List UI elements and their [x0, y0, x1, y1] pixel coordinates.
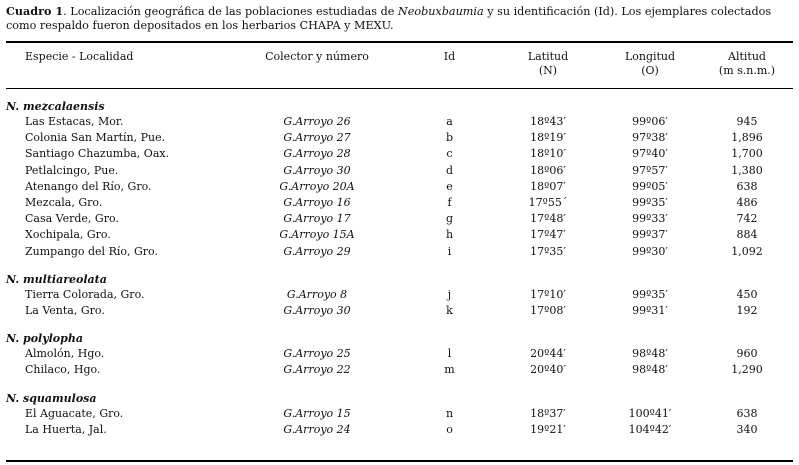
table-row: [6, 362, 793, 378]
longitude-cell: 99º05′: [632, 179, 668, 193]
latitude-cell: 18º43′: [530, 115, 566, 128]
locality-cell: Chilaco, Hgo.: [25, 363, 101, 377]
collector-cell: G.Arroyo 30: [283, 304, 351, 318]
latitude-cell: 18º19′: [530, 131, 566, 145]
table-row: [6, 422, 793, 438]
table-row: [6, 303, 793, 319]
id-cell: l: [447, 347, 452, 361]
collector-cell: G.Arroyo 8: [286, 287, 348, 301]
id-cell: k: [446, 304, 453, 318]
collector-cell: G.Arroyo 16: [283, 196, 351, 210]
id-cell: f: [447, 196, 452, 210]
species-name: N. polylopha: [6, 332, 83, 346]
caption-text-1: . Localización geográfica de las poblaciones estudiadas de: [63, 5, 398, 18]
caption-label: Cuadro 1: [6, 4, 64, 18]
locality-cell: Colonia San Martín, Pue.: [25, 131, 166, 145]
locality-cell: Santiago Chazumba, Oax.: [25, 147, 170, 161]
id-cell: o: [446, 422, 453, 436]
latitude-cell: 18º07′: [530, 179, 566, 193]
latitude-cell: 17º10′: [530, 287, 566, 301]
locality-cell: Mezcala, Gro.: [25, 196, 103, 210]
group-row: [6, 87, 793, 114]
altitude-cell: 450: [736, 287, 758, 301]
locality-cell: Tierra Colorada, Gro.: [25, 287, 145, 301]
locality-cell: El Aguacate, Gro.: [25, 406, 124, 420]
altitude-cell: 192: [736, 304, 758, 318]
longitude-cell: 99º06′: [632, 115, 668, 128]
table-caption: [6, 4, 793, 33]
collector-cell: G.Arroyo 25: [283, 347, 351, 361]
id-cell: m: [444, 363, 455, 377]
altitude-cell: 638: [736, 179, 758, 193]
latitude-cell: 18º37′: [530, 406, 566, 420]
altitude-cell: 1,290: [731, 363, 763, 377]
altitude-cell: 1,092: [731, 244, 763, 258]
altitude-cell: 960: [736, 347, 758, 361]
header-id: Id: [443, 50, 456, 63]
id-cell: h: [445, 228, 454, 242]
collector-cell: G.Arroyo 30: [283, 163, 351, 177]
collector-cell: G.Arroyo 27: [283, 131, 351, 145]
id-cell: g: [445, 212, 454, 226]
bottom-rule: [6, 460, 793, 462]
longitude-cell: 99º33′: [632, 212, 668, 226]
id-cell: b: [445, 131, 454, 145]
altitude-cell: 742: [736, 212, 758, 226]
latitude-cell: 19º21′: [530, 422, 566, 436]
table-row: [6, 179, 793, 195]
collector-cell: G.Arroyo 15: [283, 406, 351, 420]
longitude-cell: 97º40′: [632, 147, 668, 161]
caption-text-2: y su identificación (Id). Los ejemplares colectados como respaldo fueron depositados en los herbarios CHAPA y MEXU.: [6, 5, 772, 32]
longitude-cell: 98º48′: [632, 363, 668, 377]
locality-cell: Almolón, Hgo.: [25, 347, 105, 361]
id-cell: a: [446, 115, 453, 128]
altitude-cell: 1,896: [731, 131, 763, 145]
locality-cell: La Huerta, Jal.: [25, 422, 107, 436]
latitude-cell: 17º55´: [528, 196, 568, 210]
table-row: [6, 244, 793, 260]
locality-cell: Xochipala, Gro.: [25, 228, 111, 242]
header-altitud: Altitud (m s.n.m.): [718, 50, 776, 77]
group-row: [6, 379, 793, 406]
locality-cell: Casa Verde, Gro.: [25, 212, 119, 226]
header-especie: Especie - Localidad: [25, 50, 134, 63]
altitude-cell: 486: [736, 196, 758, 210]
collector-cell: G.Arroyo 29: [283, 244, 351, 258]
group-row: [6, 319, 793, 346]
table-row: [6, 406, 793, 422]
latitude-cell: 18º06′: [530, 163, 566, 177]
altitude-cell: 945: [736, 115, 758, 128]
collector-cell: G.Arroyo 15A: [279, 228, 355, 242]
id-cell: i: [447, 244, 452, 258]
species-name: N. squamulosa: [6, 391, 97, 405]
altitude-cell: 638: [736, 406, 758, 420]
latitude-cell: 20º40′: [530, 363, 566, 377]
altitude-cell: 340: [736, 422, 758, 436]
group-row: [6, 260, 793, 287]
latitude-cell: 17º48′: [530, 212, 566, 226]
header-longitud: Longitud (O): [624, 50, 676, 77]
table-body: [6, 87, 793, 438]
localities-table: [6, 46, 793, 438]
table-row: [6, 146, 793, 162]
table-row: [6, 287, 793, 303]
collector-cell: G.Arroyo 26: [283, 115, 351, 128]
latitude-cell: 17º08′: [530, 304, 566, 318]
header-latitud: Latitud (N): [527, 50, 569, 77]
longitude-cell: 98º48′: [632, 347, 668, 361]
header-colector: Colector y número: [265, 50, 369, 63]
latitude-cell: 17º35′: [530, 244, 566, 258]
header-row: [6, 46, 793, 87]
collector-cell: G.Arroyo 20A: [279, 179, 355, 193]
latitude-cell: 18º10′: [530, 147, 566, 161]
longitude-cell: 99º37′: [632, 228, 668, 242]
table-row: [6, 211, 793, 227]
collector-cell: G.Arroyo 22: [283, 363, 351, 377]
id-cell: c: [446, 147, 453, 161]
species-name: N. mezcalaensis: [6, 100, 105, 113]
locality-cell: Petlalcingo, Pue.: [25, 163, 119, 177]
locality-cell: Las Estacas, Mor.: [25, 115, 124, 128]
caption-genus: Neobuxbaumia: [397, 5, 484, 18]
id-cell: n: [445, 406, 454, 420]
longitude-cell: 99º31′: [632, 304, 668, 318]
table-row: [6, 114, 793, 130]
id-cell: j: [447, 287, 452, 301]
longitude-cell: 97º57′: [632, 163, 668, 177]
locality-cell: Atenango del Río, Gro.: [25, 179, 152, 193]
collector-cell: G.Arroyo 28: [283, 147, 351, 161]
longitude-cell: 100º41′: [628, 406, 672, 420]
longitude-cell: 99º30′: [632, 244, 668, 258]
table-row: [6, 163, 793, 179]
top-rule: [6, 41, 793, 43]
species-name: N. multiareolata: [6, 272, 107, 286]
longitude-cell: 97º38′: [632, 131, 668, 145]
table-row: [6, 130, 793, 146]
longitude-cell: 104º42′: [628, 422, 672, 436]
table-row: [6, 346, 793, 362]
latitude-cell: 17º47′: [530, 228, 566, 242]
latitude-cell: 20º44′: [530, 347, 566, 361]
id-cell: e: [446, 179, 453, 193]
locality-cell: Zumpango del Río, Gro.: [25, 244, 158, 258]
altitude-cell: 1,700: [731, 147, 763, 161]
table-row: [6, 195, 793, 211]
longitude-cell: 99º35′: [632, 287, 668, 301]
collector-cell: G.Arroyo 24: [283, 422, 351, 436]
locality-cell: La Venta, Gro.: [25, 304, 105, 318]
altitude-cell: 1,380: [731, 163, 763, 177]
longitude-cell: 99º35′: [632, 196, 668, 210]
collector-cell: G.Arroyo 17: [283, 212, 351, 226]
altitude-cell: 884: [736, 228, 758, 242]
table-row: [6, 227, 793, 243]
id-cell: d: [445, 163, 454, 177]
